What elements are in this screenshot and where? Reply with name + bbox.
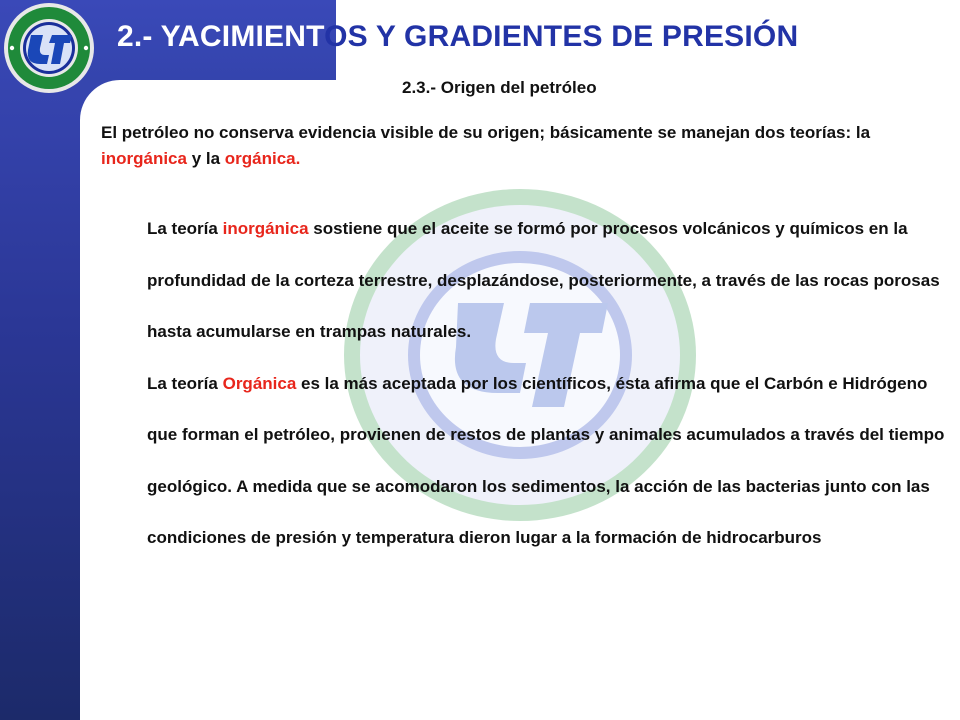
intro-paragraph <box>101 120 931 172</box>
section-subtitle: 2.3.- Origen del petróleo <box>402 78 597 97</box>
inorganic-text-1: La teoría <box>147 219 223 238</box>
intro-text-1: El petróleo no conserva evidencia visible de su origen; básicamente se manejan dos teorías: la <box>101 123 871 142</box>
page-title-part2: OS Y GRADIENTES DE PRESIÓN <box>324 20 799 53</box>
left-sidebar-band <box>0 0 80 720</box>
intro-highlight-organic: orgánica. <box>224 149 301 168</box>
paragraph-organic-theory <box>147 358 952 564</box>
organic-highlight: Orgánica <box>222 373 297 393</box>
paragraph-inorganic-theory <box>147 203 952 358</box>
inorganic-highlight: inorgánica <box>222 219 309 238</box>
intro-highlight-inorganic: inorgánica <box>101 149 187 168</box>
page-title-part1: 2.- YACIMIENT <box>117 20 325 53</box>
theories-body <box>147 203 952 564</box>
university-logo <box>0 0 98 96</box>
organic-text-1: La teoría <box>147 373 223 393</box>
organic-text-2: es la más aceptada por los científicos, ésta afirma que el Carbón e Hidrógeno que forman el petróleo, provienen de restos de plantas y animales acumulados a través del tiempo geológico. A medida que se acomodaron los sedimentos, la acción de las bacterias junto con las condiciones de presión y temperatura dieron lugar a la formación de hidrocarburos <box>147 373 945 547</box>
inorganic-text-2: sostiene que el aceite se formó por procesos volcánicos y químicos en la profundidad de la corteza terrestre, desplazándose, posteriormente, a través de las rocas porosas hasta acumularse en trampas naturales. <box>147 219 940 341</box>
intro-text-2: y la <box>186 149 225 168</box>
page-title <box>117 20 798 54</box>
